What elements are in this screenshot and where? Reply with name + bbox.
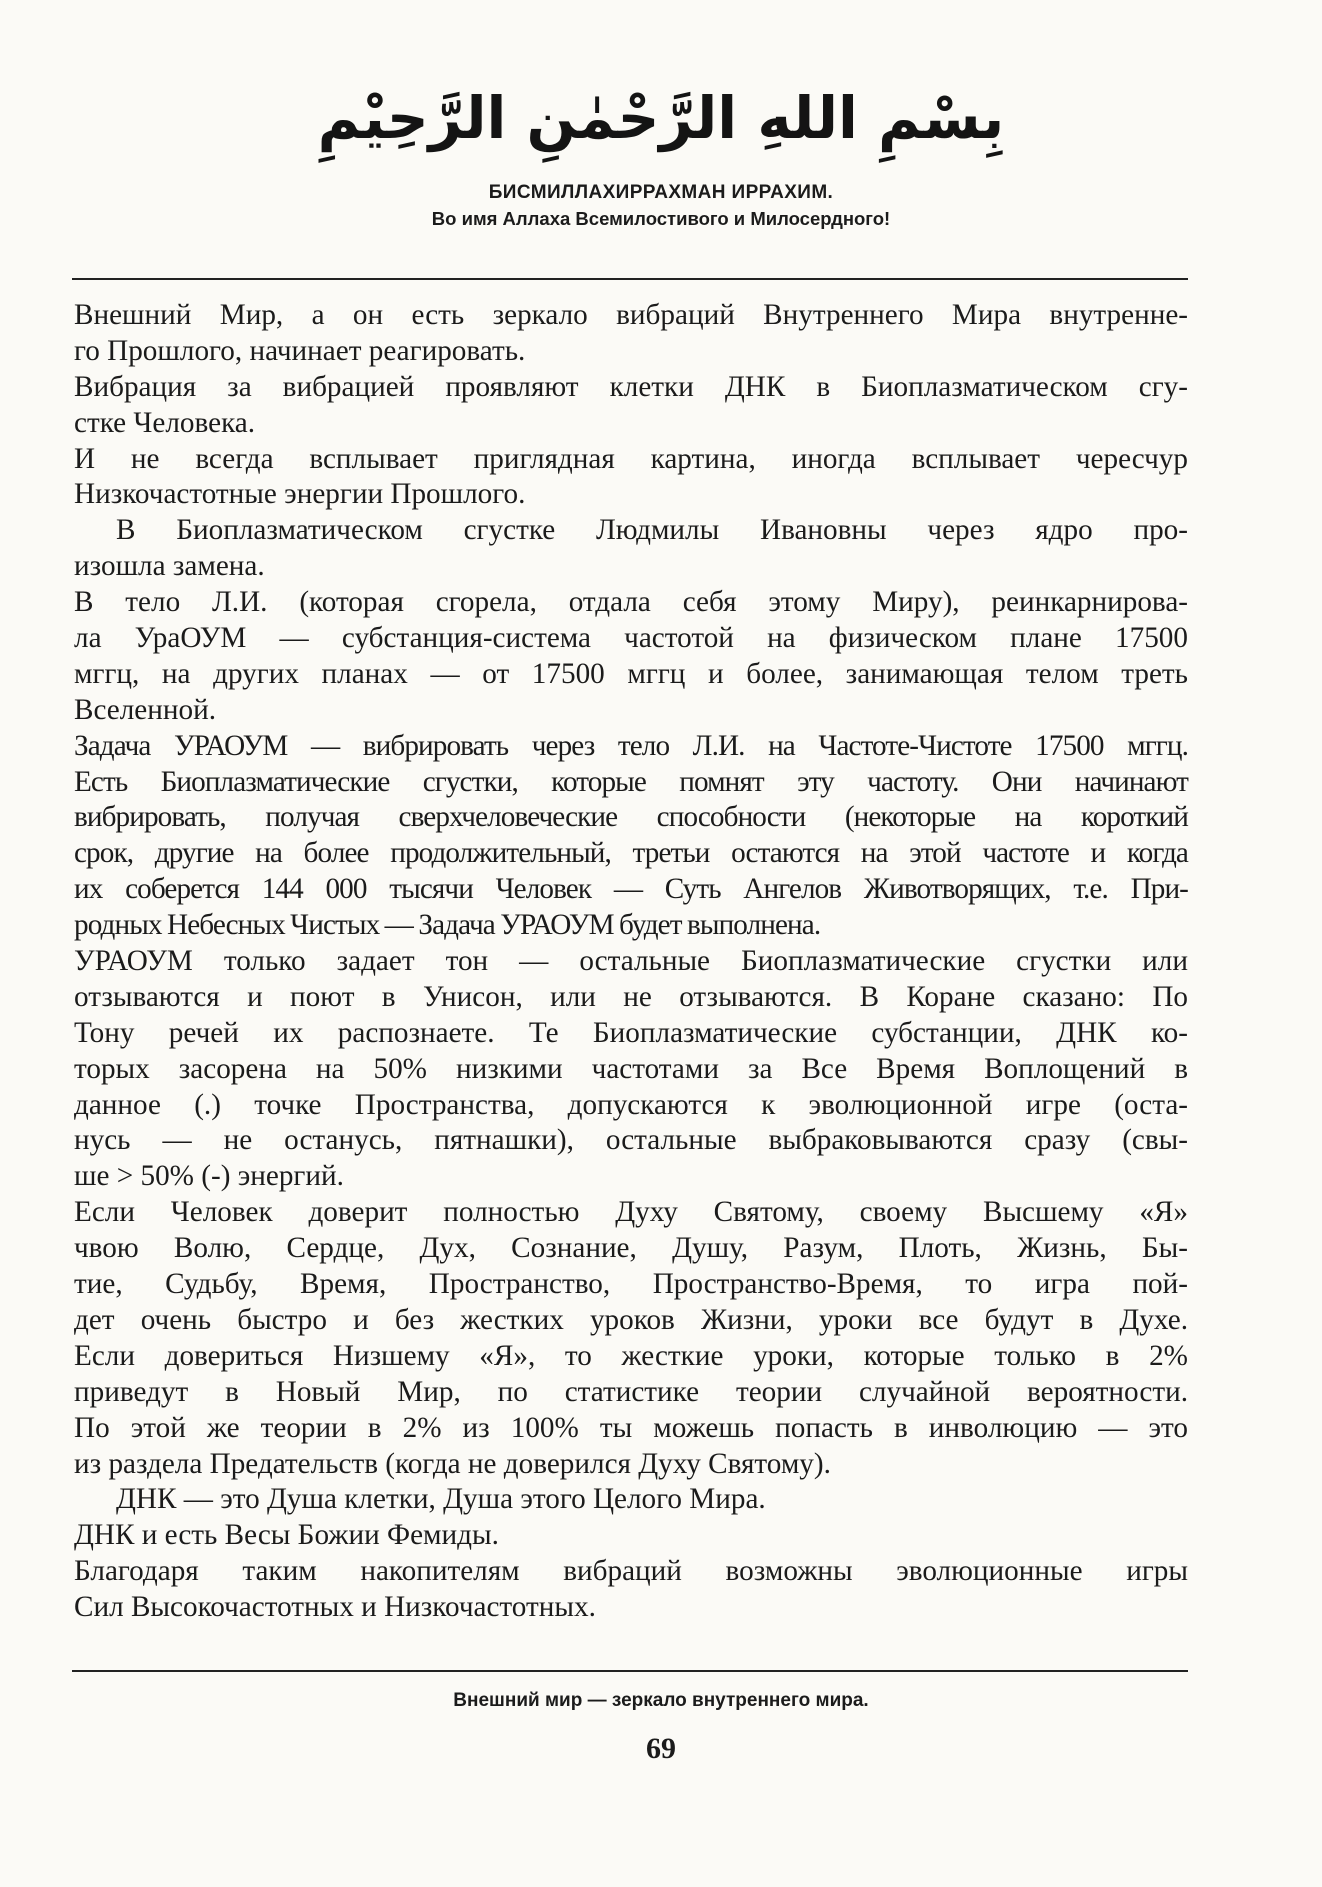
text-line: мггц, на других планах — от 17500 мггц и более, занимающая телом треть <box>74 657 1188 690</box>
text-line: их соберется 144 000 тысячи Человек — Суть Ангелов Животворящих, т.е. При- <box>74 873 1188 906</box>
text-line: Тону речей их распознаете. Те Биоплазматические субстанции, ДНК ко- <box>74 1016 1188 1049</box>
body-text <box>74 298 1188 1626</box>
top-divider <box>72 278 1188 280</box>
text-line: нусь — не останусь, пятнашки), остальные выбраковываются сразу (свы- <box>74 1124 1188 1157</box>
text-line: торых засорена на 50% низкими частотами за Все Время Воплощений в <box>74 1052 1188 1085</box>
text-line: Благодаря таким накопителям вибраций возможны эволюционные игры <box>74 1555 1188 1588</box>
page-number: 69 <box>646 1732 676 1765</box>
text-line: Низкочастотные энергии Прошлого. <box>74 478 526 511</box>
text-line: го Прошлого, начинает реагировать. <box>74 334 526 367</box>
text-line: ше > 50% (-) энергий. <box>74 1160 344 1193</box>
text-line: из раздела Предательств (когда не доверился Духу Святому). <box>74 1447 831 1480</box>
page-header <box>0 70 1322 232</box>
text-line: данное (.) точке Пространства, допускаются к эволюционной игре (оста- <box>74 1088 1188 1121</box>
text-line: родных Небесных Чистых — Задача УРАОУМ будет выполнена. <box>74 909 821 942</box>
text-line: Есть Биоплазматические сгустки, которые помнят эту частоту. Они начинают <box>74 765 1188 798</box>
text-line: Если Человек доверит полностью Духу Святому, своему Высшему «Я» <box>74 1196 1188 1229</box>
header-title: БИСМИЛЛАХИРРАХМАН ИРРАХИМ. <box>488 182 834 203</box>
text-line: И не всегда всплывает приглядная картина, иногда всплывает чересчур <box>74 442 1188 475</box>
text-line: изошла замена. <box>74 550 265 583</box>
running-footer-title: Внешний мир — зеркало внутреннего мира. <box>453 1690 869 1711</box>
text-line: В тело Л.И. (которая сгорела, отдала себя этому Миру), реинкарнирова- <box>74 586 1188 619</box>
basmala-calligraphy: بِسْمِ اللهِ الرَّحْمٰنِ الرَّحِيْمِ <box>317 84 1005 152</box>
text-line: ДНК и есть Весы Божии Фемиды. <box>74 1519 499 1552</box>
text-line: вибрировать, получая сверхчеловеческие способности (некоторые на короткий <box>74 801 1188 834</box>
text-line: отзываются и поют в Унисон, или не отзываются. В Коране сказано: По <box>74 980 1188 1013</box>
text-line: В Биоплазматическом сгустке Людмилы Ивановны через ядро про- <box>116 514 1188 547</box>
text-line: Вселенной. <box>74 693 217 726</box>
text-line: Внешний Мир, а он есть зеркало вибраций Внутреннего Мира внутренне- <box>74 299 1188 331</box>
text-line: чвою Волю, Сердце, Дух, Сознание, Душу, Разум, Плоть, Жизнь, Бы- <box>74 1232 1188 1265</box>
text-line: Задача УРАОУМ — вибрировать через тело Л.И. на Частоте-Чистоте 17500 мггц. <box>74 729 1188 762</box>
text-line: УРАОУМ только задает тон — остальные Биоплазматические сгустки или <box>74 945 1188 978</box>
text-line: Вибрация за вибрацией проявляют клетки ДНК в Биоплазматическом сгу- <box>74 370 1188 403</box>
text-line: стке Человека. <box>74 406 256 439</box>
bottom-divider <box>72 1670 1188 1672</box>
text-line: Если довериться Низшему «Я», то жесткие уроки, которые только в 2% <box>74 1339 1188 1372</box>
text-line: приведут в Новый Мир, по статистике теории случайной вероятности. <box>74 1375 1188 1408</box>
text-line: Сил Высокочастотных и Низкочастотных. <box>74 1591 596 1624</box>
header-subtitle: Во имя Аллаха Всемилостивого и Милосердного! <box>431 208 891 229</box>
text-line: ДНК — это Душа клетки, Душа этого Целого Мира. <box>116 1483 766 1516</box>
text-line: ла УраОУМ — субстанция-система частотой на физическом плане 17500 <box>74 622 1188 655</box>
text-line: тие, Судьбу, Время, Пространство, Пространство-Время, то игра пой- <box>74 1268 1188 1301</box>
text-line: срок, другие на более продолжительный, третьи остаются на этой частоте и когда <box>74 837 1188 870</box>
text-line: дет очень быстро и без жестких уроков Жизни, уроки все будут в Духе. <box>74 1303 1188 1336</box>
text-line: По этой же теории в 2% из 100% ты можешь попасть в инволюцию — это <box>74 1411 1188 1444</box>
